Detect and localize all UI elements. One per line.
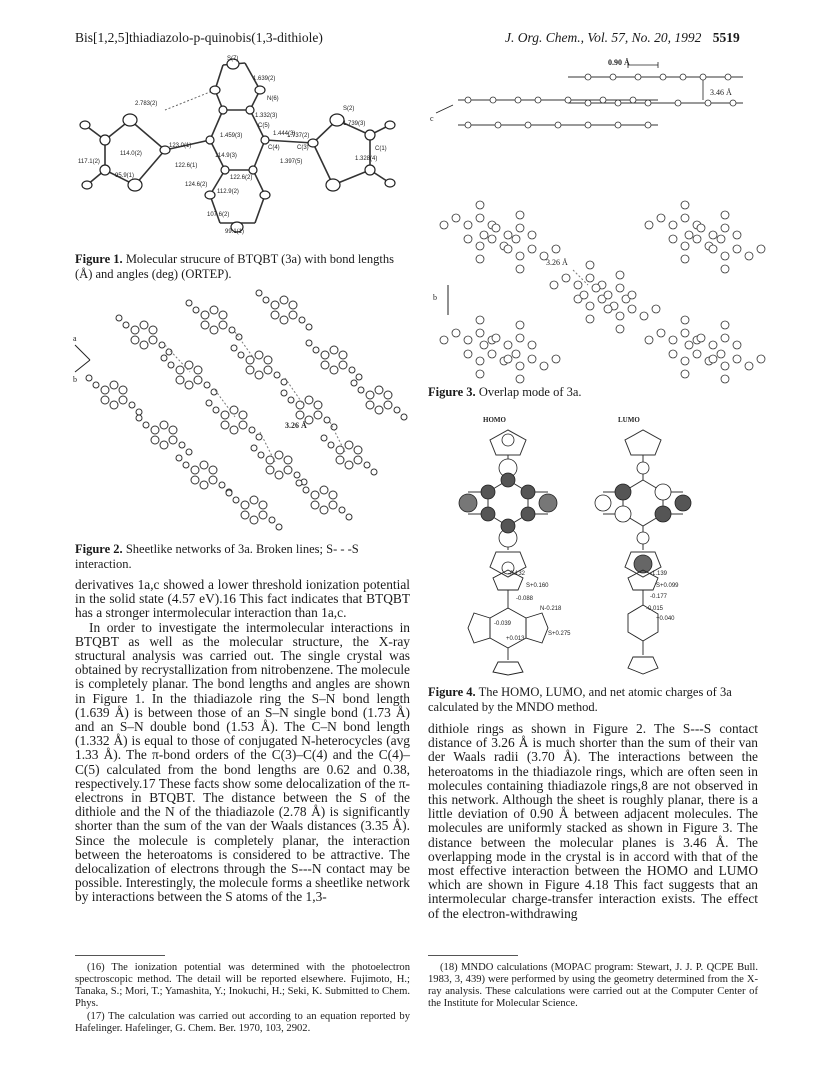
label-angle-1076: 107.6(2) xyxy=(207,212,230,218)
charge-3a-5: -0.039 xyxy=(494,621,512,627)
right-footnote-rule xyxy=(428,955,518,956)
figure-4-caption xyxy=(428,685,758,715)
right-footnotes xyxy=(428,962,758,1011)
figure-1-caption xyxy=(75,252,410,282)
figure-4-caption-text: The HOMO, LUMO, and net atomic charges of 3a calculated by the MNDO method. xyxy=(428,685,732,714)
right-column-body xyxy=(428,722,758,921)
charge-3a-1: -0.132 xyxy=(508,571,526,577)
label-angle-959: 95.9(1) xyxy=(115,173,135,179)
figure-2-caption xyxy=(75,542,410,572)
left-footnotes xyxy=(75,962,410,1036)
label-bond-1444: 1.444(3) xyxy=(273,131,296,137)
axis-b-label: b xyxy=(73,375,77,384)
figure-2-caption-label: Figure 2. xyxy=(75,542,123,556)
figure-4-drawing xyxy=(428,410,758,675)
label-bond-1459: 1.459(3) xyxy=(220,133,243,139)
charge-other-4: -0.015 xyxy=(646,606,664,612)
label-s2: S(2) xyxy=(343,106,355,112)
label-bond-1397: 1.397(5) xyxy=(280,159,303,165)
label-angle-1140: 114.0(2) xyxy=(120,151,142,157)
figure-1-drawing xyxy=(75,55,405,250)
figure-4-caption-label: Figure 4. xyxy=(428,685,476,699)
figure-2-caption-text: Sheetlike networks of 3a. Broken lines; S- - -S interaction. xyxy=(75,542,359,571)
axis-c-label: c xyxy=(430,114,434,123)
figure-2-network xyxy=(75,290,410,535)
charges-other xyxy=(646,571,679,622)
figure-4-orbitals xyxy=(428,410,758,675)
figure-3-drawing xyxy=(428,55,758,380)
axis-a-label: a xyxy=(73,334,77,343)
network-molecules xyxy=(86,290,407,530)
ss-distance-label: 3.26 Å xyxy=(285,421,307,430)
footnote-17: (17) The calculation was carried out according to an equation reported by Hafelinger. Hafelinger, G. Chem. Ber. 1970, 103, 2902. xyxy=(75,1011,410,1034)
charge-other-3: -0.177 xyxy=(650,594,668,600)
overlap-molecules xyxy=(440,201,765,383)
charge-other-5: +0.040 xyxy=(656,616,675,622)
figure-2-drawing xyxy=(75,290,410,535)
stack-atoms xyxy=(465,74,736,128)
charge-3a-6: S+0.275 xyxy=(548,631,571,637)
label-bond-1739: 1.739(3) xyxy=(343,121,366,127)
label-2783: 2.783(2) xyxy=(135,101,158,107)
label-c1: C(1) xyxy=(375,146,387,152)
homo-skeleton xyxy=(468,430,548,577)
charges-3a xyxy=(494,571,571,642)
charge-3a-7: +0.013 xyxy=(506,636,525,642)
label-bond-1332: 1.332(3) xyxy=(255,113,278,119)
stack-distance-label: 3.46 Å xyxy=(710,88,732,97)
left-paragraph-1: derivatives 1a,c showed a lower threshold ionization potential in the solid state (4.57 eV).16 This fact indicates that BTQBT has a stronger intermolecular interaction than 1a,c. xyxy=(75,577,410,621)
page-number: 5519 xyxy=(712,30,740,45)
label-bond-1737: 1.737(2) xyxy=(287,133,310,139)
label-c3: C(3) xyxy=(297,145,309,151)
figure-3-caption-label: Figure 3. xyxy=(428,385,476,399)
charge-3a-4: N-0.218 xyxy=(540,606,562,612)
label-angle-1129: 112.9(2) xyxy=(217,189,239,195)
lumo-label: LUMO xyxy=(618,416,640,424)
charge-other-1: -1.139 xyxy=(650,571,668,577)
label-angle-1230: 123.0(1) xyxy=(169,143,192,149)
figure-1-ortep xyxy=(75,55,405,250)
contact-distance-label: 3.26 Å xyxy=(546,258,568,267)
footnote-18: (18) MNDO calculations (MOPAC program: Stewart, J. J. P. QCPE Bull. 1983, 3, 439) were performed by using the geometry determined from the X-ray analysis. These calculations were carried out at the Computer Center of the Institute for Molecular Science. xyxy=(428,962,758,1009)
label-angle-1149: 114.9(3) xyxy=(215,153,237,159)
left-paragraph-2: In order to investigate the intermolecular interactions in BTQBT as well as the molecular structure, the X-ray structural analysis was carried out. The single crystal was obtained by recrystallization from nitrobenzene. The molecule is completely planar. The bond lengths and angles are shown in Figure 1. In the thiadiazole ring the S–N bond length (1.639 Å) is between those of an S–N single bond (1.73 Å) and an S–N double bond (1.53 Å). The C–N bond length (1.332 Å) is equal to those of conjugated N-heterocycles (avg 1.33 Å). The π-bond orders of the C(3)–C(4) and the C(4)–C(5) calculated from the bond lengths are 0.62 and 0.38, respectively.17 These facts show some delocalization of the π-electrons in BTQBT. The distance between the S of the dithiole and the N of the thiadiazole (2.78 Å) is significantly shorter than the sum of the van der Waals distances (3.35 Å). Since the molecule is completely planar, the interaction between the heteroatoms is considered to be attractive. The delocalization of electrons through the S---N contact may be possible. Interestingly, the molecule forms a sheetlike network by interactions between the S atoms of the 1,3- xyxy=(75,619,410,905)
label-angle-1246: 124.6(2) xyxy=(185,182,208,188)
journal-citation: J. Org. Chem., Vol. 57, No. 20, 1992 xyxy=(505,30,702,45)
label-bond-1639: 1.639(2) xyxy=(253,76,276,82)
label-n6: N(6) xyxy=(267,96,279,102)
label-angle-1171: 117.1(2) xyxy=(78,159,100,165)
footnote-16: (16) The ionization potential was determined with the photoelectron spectroscopic method. The detail will be reported elsewhere. Fujimoto, H.; Tanaka, S.; Mori, T.; Yamashita, Y.; Inokuchi, H.; Seki, K. Submitted to Chem. Phys. xyxy=(75,962,410,1009)
label-c5: C(5) xyxy=(258,123,270,129)
label-c4: C(4) xyxy=(268,145,280,151)
charge-other-2: S+0.099 xyxy=(656,583,679,589)
charge-3a-2: S+0.160 xyxy=(526,583,549,589)
right-paragraph-1: dithiole rings as shown in Figure 2. The S---S contact distance of 3.26 Å is much shorter than the sum of their van der Waals radii (3.70 Å). The interactions between the heteroatoms in the thiadiazole rings, which are often seen in molecules containing thiadiazole rings,8 are not observed in this network. Although the sheet is roughly planar, there is a little deviation of 0.90 Å between adjacent molecules. The molecules are uniformly stacked as shown in Figure 3. The distance between the molecular planes is 3.46 Å. The overlapping mode in the crystal is in accord with that of the most effective interaction between the HOMO and LUMO which are shown in Figure 4.18 This fact suggests that an intermolecular charge-transfer interaction exists. The effect of the electron-withdrawing xyxy=(428,721,758,921)
running-header-journal xyxy=(505,30,740,46)
charges-other-structure xyxy=(628,570,658,674)
axis-b-label-fig3: b xyxy=(433,293,437,302)
running-header-title: Bis[1,2,5]thiadiazolo-p-quinobis(1,3-dithiole) xyxy=(75,30,323,45)
label-bond-1328: 1.328(4) xyxy=(355,156,378,162)
label-angle-1226b: 122.6(2) xyxy=(230,175,253,181)
figure-1-caption-text: Molecular strucure of BTQBT (3a) with bond lengths (Å) and angles (deg) (ORTEP). xyxy=(75,252,394,281)
label-angle-1226a: 122.6(1) xyxy=(175,163,198,169)
figure-3-caption xyxy=(428,385,758,400)
homo-label: HOMO xyxy=(483,416,506,424)
left-column-body xyxy=(75,578,410,905)
figure-3-caption-text: Overlap mode of 3a. xyxy=(478,385,582,399)
label-s7: S(7) xyxy=(227,56,239,62)
figure-3-overlap xyxy=(428,55,758,380)
label-angle-991: 99.1(1) xyxy=(225,229,245,235)
figure-1-caption-label: Figure 1. xyxy=(75,252,123,266)
deviation-label: 0.90 Å xyxy=(608,58,630,67)
charge-3a-3: -0.088 xyxy=(516,596,534,602)
left-footnote-rule xyxy=(75,955,165,956)
